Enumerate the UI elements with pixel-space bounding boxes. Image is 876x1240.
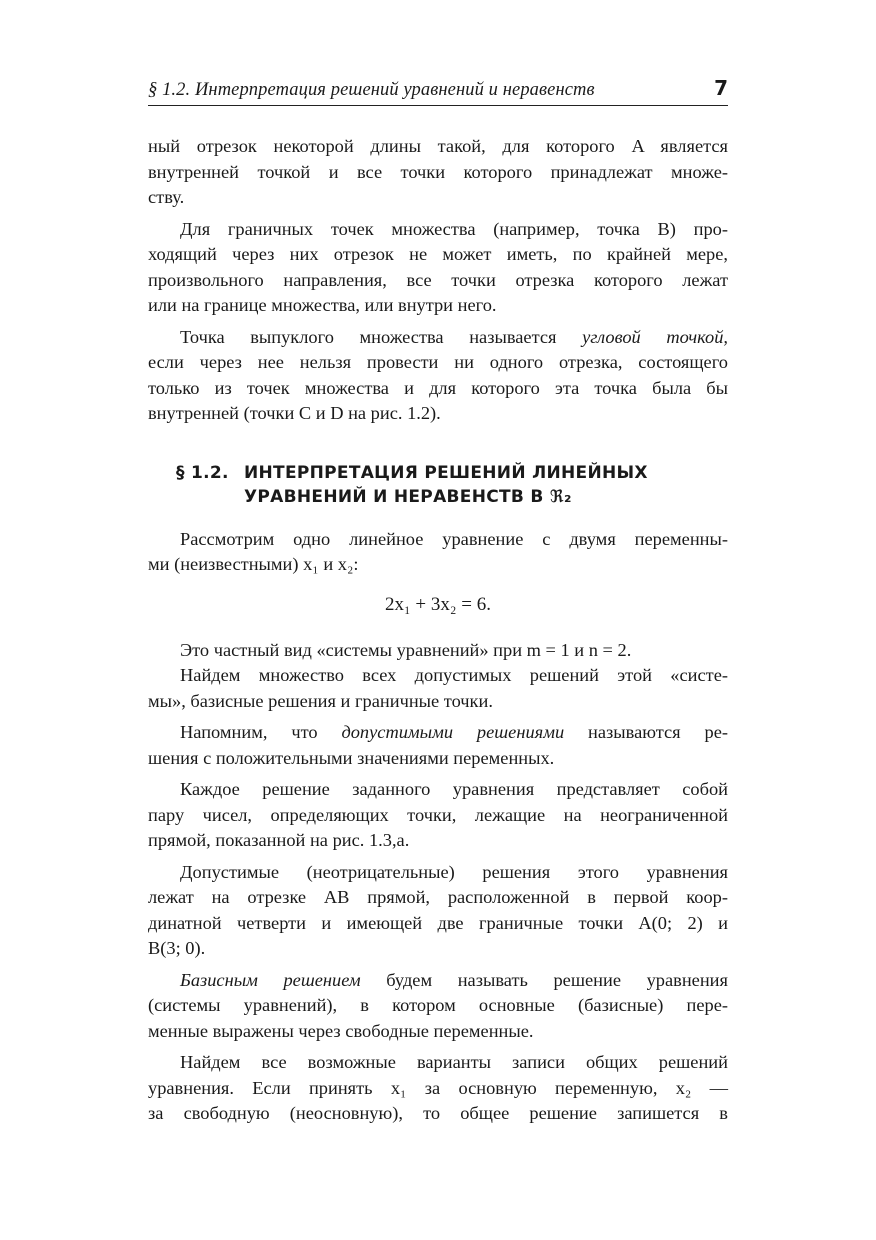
section-title-line-2: УРАВНЕНИЙ И НЕРАВЕНСТВ В ℜ₂ [244,486,572,507]
text-line: Допустимые (неотрицательные) решения этого уравнения [180,861,728,882]
section-heading [148,461,728,509]
text-line: пару чисел, определяющих точки, лежащие на неограниченной [148,804,728,825]
text-span: будем называть решение уравнения [360,969,728,990]
text-line: или на границе множества, или внутри него. [148,295,497,315]
paragraph-10 [148,968,728,1045]
paragraph-7 [148,720,728,771]
text-line: Найдем множество всех допустимых решений этой «систе- [180,665,728,685]
text-line: B(3; 0). [148,938,206,958]
text-line: ный отрезок некоторой длины такой, для которого A является [148,136,728,156]
paragraph-3 [148,325,728,427]
text-line: Рассмотрим одно линейное уравнение с двумя переменны- [180,528,728,549]
paragraph-9 [148,860,728,962]
text-line: менные выражены через свободные переменные. [148,1020,534,1041]
text-line: Каждое решение заданного уравнения представляет собой [180,779,728,799]
page-number: 7 [714,76,728,100]
text-line: внутренней (точки C и D на рис. 1.2). [148,403,441,423]
section-number: § 1.2. [176,462,229,483]
paragraph-1 [148,134,728,211]
text-line: прямой, показанной на рис. 1.3,а. [148,830,410,850]
text-line: динатной четверти и имеющей две граничные точки A(0; 2) и [148,912,728,933]
section-title-line-1: ИНТЕРПРЕТАЦИЯ РЕШЕНИЙ ЛИНЕЙНЫХ [244,462,648,483]
running-header [148,76,728,106]
text-span: называются ре- [564,722,728,742]
text-span: Точка выпуклого множества называется [180,326,583,347]
text-line: ходящий через них отрезок не может иметь, по крайней мере, [148,244,728,264]
text-line: только из точек множества и для которого эта точка была бы [148,377,728,398]
paragraph-8 [148,777,728,854]
book-page [148,76,728,1127]
running-title: § 1.2. Интерпретация решений уравнений и неравенств [148,80,595,100]
paragraph-11 [148,1050,728,1127]
text-line: если через нее нельзя провести ни одного отрезка, состоящего [148,352,728,372]
text-line [148,968,728,994]
text-line [148,325,728,351]
text-line: уравнения. Если принять x₁ за основную переменную, x₂ — [148,1077,728,1098]
emphasis-term: Базисным решением [180,969,361,990]
emphasis-term: угловой точкой, [582,326,728,347]
text-line: (системы уравнений), в котором основные (базисные) пере- [148,995,728,1015]
paragraph-5 [148,638,728,664]
paragraph-6 [148,663,728,714]
paragraph-4 [148,527,728,578]
equation: 2x₁ + 3x₂ = 6. [385,593,491,615]
text-line: произвольного направления, все точки отрезка которого лежат [148,269,728,290]
text-line: мы», базисные решения и граничные точки. [148,690,493,711]
paragraph-2 [148,217,728,319]
emphasis-term: допустимыми решениями [341,722,565,742]
text-line: внутренней точкой и все точки которого принадлежат множе- [148,161,728,182]
text-span: Напомним, что [180,722,342,742]
text-line: ству. [148,187,185,207]
text-line: за свободную (неосновную), то общее решение запишется в [148,1103,728,1123]
text-line: Для граничных точек множества (например, точка B) про- [180,218,728,239]
text-line: шения с положительными значениями переменных. [148,747,555,768]
text-line: лежат на отрезке AB прямой, расположенной в первой коор- [148,887,728,907]
text-line: Это частный вид «системы уравнений» при m = 1 и n = 2. [180,639,632,660]
text-line: Найдем все возможные варианты записи общих решений [180,1052,728,1072]
text-line [148,720,728,746]
text-line: ми (неизвестными) x₁ и x₂: [148,554,359,574]
